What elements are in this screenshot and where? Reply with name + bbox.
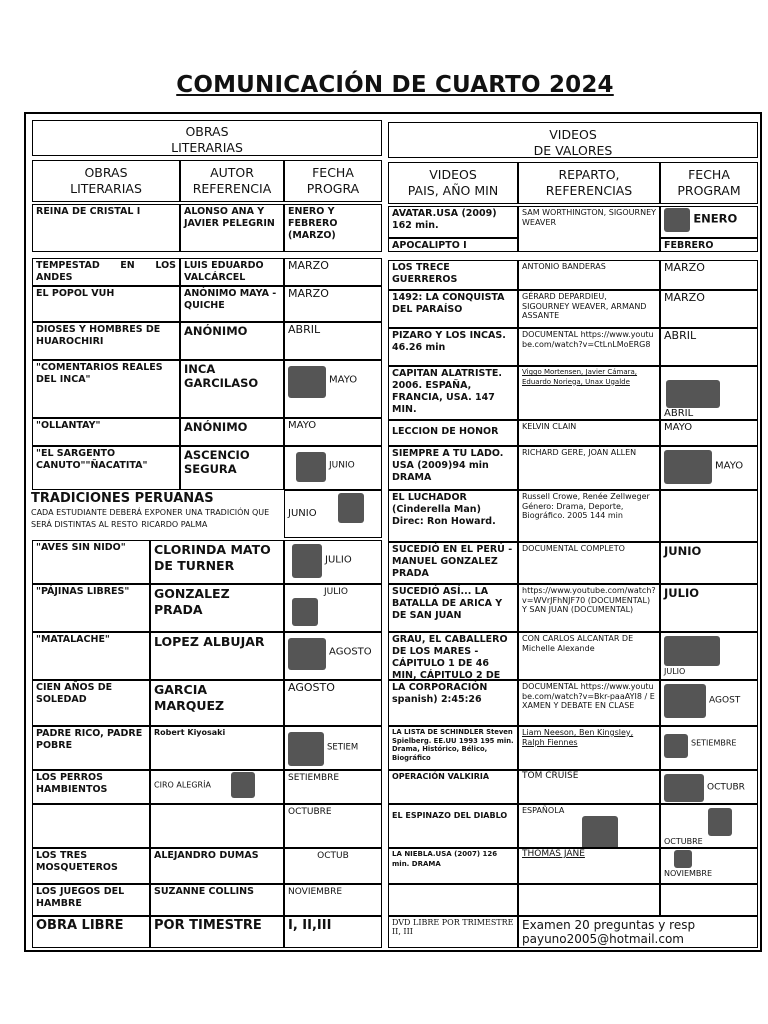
autor-cell: POR TIMESTRE	[150, 916, 284, 948]
author-portrait-icon	[288, 732, 324, 766]
col-header-fecha-program: FECHA PROGRAM	[660, 162, 758, 204]
fecha2-cell	[660, 884, 758, 916]
fecha-cell: ABRIL	[284, 322, 382, 360]
fecha-cell: MARZO	[284, 286, 382, 322]
video-cell: 1492: LA CONQUISTA DEL PARAÍSO	[388, 290, 518, 328]
autor-cell: GONZALEZ PRADA	[150, 584, 284, 632]
autor-cell: ANÓNIMO	[180, 322, 284, 360]
video-cell: SIEMPRE A TU LADO. USA (2009)94 min DRAMA	[388, 446, 518, 490]
movie-poster-icon	[666, 380, 720, 408]
author-portrait-icon	[296, 452, 326, 482]
reparto-cell: ANTONIO BANDERAS	[518, 260, 660, 290]
autor-cell: INCA GARCILASO	[180, 360, 284, 418]
reparto-cell: KELVIN CLAIN	[518, 420, 660, 446]
fecha-cell: SETIEMBRE	[284, 770, 382, 804]
fecha2-cell: MAYO	[660, 446, 758, 490]
video-cell: SUCEDIÓ ASÍ... LA BATALLA DE ARICA Y DE SAN JUAN	[388, 584, 518, 632]
video-cell: EL ESPINAZO DEL DIABLO	[388, 804, 518, 848]
fecha2-cell: AGOST	[660, 680, 758, 726]
video-cell: GRAU, EL CABALLERO DE LOS MARES - CÁPITULO 1 DE 46 MIN, CÁPITULO 2 DE	[388, 632, 518, 680]
obra-cell: TEMPESTAD EN LOS ANDES	[32, 258, 180, 286]
fecha-cell: JULIO	[284, 540, 382, 584]
reparto-cell: Examen 20 preguntas y resp payuno2005@hotmail.com	[518, 916, 758, 948]
fecha-cell: OCTUB	[284, 848, 382, 884]
video-cell: PIZARO Y LOS INCAS. 46.26 min	[388, 328, 518, 366]
video-cell: LA LISTA DE SCHINDLER Steven Spielberg. EE.UU 1993 195 min. Drama, Histórico, Bélico, Biográfico	[388, 726, 518, 770]
video-cell: AVATAR.USA (2009) 162 min.	[388, 206, 518, 238]
autor-cell: ALEJANDRO DUMAS	[150, 848, 284, 884]
author-portrait-icon	[288, 366, 326, 398]
fecha2-cell: ENERO	[660, 206, 758, 238]
autor-cell	[150, 804, 284, 848]
reparto-cell: SAM WORTHINGTON, SIGOURNEY WEAVER	[518, 206, 660, 252]
autor-cell: CLORINDA MATO DE TURNER	[150, 540, 284, 584]
fecha2-cell: JUNIO	[660, 542, 758, 584]
fecha2-cell: MAYO	[660, 420, 758, 446]
obra-cell: "EL SARGENTO CANUTO""ÑACATITA"	[32, 446, 180, 490]
reparto-cell: DOCUMENTAL https://www.youtube.com/watch?v=CtLnLMoERG8	[518, 328, 660, 366]
video-cell: LA NIEBLA.USA (2007) 126 min. DRAMA	[388, 848, 518, 884]
movie-poster-icon	[664, 450, 712, 484]
fecha2-cell-2: FEBRERO	[660, 238, 758, 252]
video-cell: CAPITAN ALATRISTE. 2006. ESPAÑA, FRANCIA, USA. 147 MIN.	[388, 366, 518, 420]
fecha-cell: ENERO Y FEBRERO (MARZO)	[284, 204, 382, 252]
reparto-cell	[518, 884, 660, 916]
fecha-cell: AGOSTO	[284, 680, 382, 726]
obra-cell: LOS JUEGOS DEL HAMBRE	[32, 884, 150, 916]
obra-cell: DIOSES Y HOMBRES DE HUAROCHIRI	[32, 322, 180, 360]
reparto-cell: Russell Crowe, Renée Zellweger Género: Drama, Deporte, Biográfico. 2005 144 min	[518, 490, 660, 542]
autor-cell: ANÓNIMO	[180, 418, 284, 446]
obra-cell: LOS TRES MOSQUETEROS	[32, 848, 150, 884]
obra-cell: "AVES SIN NIDO"	[32, 540, 150, 584]
obra-cell: PADRE RICO, PADRE POBRE	[32, 726, 150, 770]
obra-cell: OBRA LIBRE	[32, 916, 150, 948]
obra-cell: "COMENTARIOS REALES DEL INCA"	[32, 360, 180, 418]
reparto-cell: RICHARD GERE, JOAN ALLEN	[518, 446, 660, 490]
video-cell: EL LUCHADOR (Cinderella Man) Direc: Ron Howard.	[388, 490, 518, 542]
fecha2-cell: SETIEMBRE	[660, 726, 758, 770]
fecha2-cell	[660, 490, 758, 542]
author-portrait-icon	[338, 493, 364, 523]
obra-cell: "PÁJINAS LIBRES"	[32, 584, 150, 632]
col-header-fecha: FECHA PROGRA	[284, 160, 382, 202]
author-portrait-icon	[231, 772, 255, 798]
fecha-cell: MAYO	[284, 360, 382, 418]
video-cell: LA CORPORACIÓN spanish) 2:45:26	[388, 680, 518, 726]
movie-poster-icon	[708, 808, 732, 836]
movie-poster-icon	[664, 734, 688, 758]
reparto-cell: CON CARLOS ALCANTAR DE Michelle Alexande	[518, 632, 660, 680]
obra-cell: CIEN AÑOS DE SOLEDAD	[32, 680, 150, 726]
section-header-obras: OBRAS LITERARIAS	[32, 120, 382, 156]
autor-cell: ALONSO ANA Y JAVIER PELEGRIN	[180, 204, 284, 252]
movie-poster-icon	[664, 684, 706, 718]
video-cell: LECCION DE HONOR	[388, 420, 518, 446]
fecha-cell: OCTUBRE	[284, 804, 382, 848]
obra-cell: LOS PERROS HAMBIENTOS	[32, 770, 150, 804]
fecha-cell: I, II,III	[284, 916, 382, 948]
obra-cell: EL POPOL VUH	[32, 286, 180, 322]
movie-poster-icon	[664, 636, 720, 666]
document-title: COMUNICACIÓN DE CUARTO 2024	[176, 72, 614, 98]
fecha-cell: NOVIEMBRE	[284, 884, 382, 916]
video-cell: SUCEDIÓ EN EL PERÚ - MANUEL GONZALEZ PRADA	[388, 542, 518, 584]
col-header-autor: AUTOR REFERENCIA	[180, 160, 284, 202]
reparto-cell: THOMAS JANE	[518, 848, 660, 884]
autor-cell: LOPEZ ALBUJAR	[150, 632, 284, 680]
reparto-cell: Liam Neeson, Ben Kingsley, Ralph Fiennes	[518, 726, 660, 770]
reparto-cell: DOCUMENTAL https://www.youtube.com/watch?v=Bkr-paaAYI8 / EXAMEN Y DEBATE EN CLASE	[518, 680, 660, 726]
fecha2-cell: MARZO	[660, 290, 758, 328]
col-header-videos: VIDEOS PAIS, AÑO MIN	[388, 162, 518, 204]
video-cell: LOS TRECE GUERREROS	[388, 260, 518, 290]
col-header-obras: OBRAS LITERARIAS	[32, 160, 180, 202]
fecha2-cell: JULIO	[660, 584, 758, 632]
movie-poster-icon	[582, 816, 618, 849]
reparto-cell: https://www.youtube.com/watch?v=WVrJFhNJF70 (DOCUMENTAL) Y SAN JUAN (DOCUMENTAL)	[518, 584, 660, 632]
fecha2-cell: OCTUBRE	[660, 804, 758, 848]
fecha2-cell: JULIO	[660, 632, 758, 680]
autor-cell: GARCIA MARQUEZ	[150, 680, 284, 726]
author-portrait-icon	[292, 544, 322, 578]
autor-cell: Robert Kiyosaki	[150, 726, 284, 770]
fecha-cell: JULIO	[284, 584, 382, 632]
obra-cell: "MATALACHE"	[32, 632, 150, 680]
obra-cell	[32, 804, 150, 848]
fecha2-cell: OCTUBR	[660, 770, 758, 804]
author-portrait-icon	[288, 638, 326, 670]
reparto-cell: ESPAÑOLA	[518, 804, 660, 848]
autor-cell: ANÓNIMO MAYA - QUICHE	[180, 286, 284, 322]
reparto-cell: DOCUMENTAL COMPLETO	[518, 542, 660, 584]
autor-cell: CIRO ALEGRÍA	[150, 770, 284, 804]
col-header-reparto: REPARTO, REFERENCIAS	[518, 162, 660, 204]
autor-cell: LUIS EDUARDO VALCÁRCEL	[180, 258, 284, 286]
video-cell: DVD LIBRE POR TRIMESTRE II, III	[388, 916, 518, 948]
autor-cell: ASCENCIO SEGURA	[180, 446, 284, 490]
reparto-cell: TOM CRUISE	[518, 770, 660, 804]
fecha-cell: JUNIO	[284, 490, 382, 538]
fecha2-cell: NOVIEMBRE	[660, 848, 758, 884]
section-header-videos: VIDEOS DE VALORES	[388, 122, 758, 158]
autor-cell: SUZANNE COLLINS	[150, 884, 284, 916]
obra-cell: TRADICIONES PERUANAS CADA ESTUDIANTE DEBERÁ EXPONER UNA TRADICIÓN QUE SERÁ DISTINTAS AL RESTO RICARDO PALMA	[31, 491, 270, 529]
fecha-cell: AGOSTO	[284, 632, 382, 680]
video-cell: OPERACIÓN VALKIRIA	[388, 770, 518, 804]
fecha-cell: MAYO	[284, 418, 382, 446]
reparto-cell: Viggo Mortensen, Javier Cámara, Eduardo Noriega, Unax Ugalde	[518, 366, 660, 420]
obra-cell: "OLLANTAY"	[32, 418, 180, 446]
author-portrait-icon	[292, 598, 318, 626]
fecha-cell: JUNIO	[284, 446, 382, 490]
fecha2-cell: ABRIL	[660, 366, 758, 420]
video-cell-2: APOCALIPTO I	[388, 238, 518, 252]
movie-poster-icon	[664, 208, 690, 232]
fecha-cell: MARZO	[284, 258, 382, 286]
movie-poster-icon	[674, 850, 692, 868]
fecha2-cell: MARZO	[660, 260, 758, 290]
fecha2-cell: ABRIL	[660, 328, 758, 366]
reparto-cell: GÉRARD DEPARDIEU, SIGOURNEY WEAVER, ARMAND ASSANTE	[518, 290, 660, 328]
fecha-cell: SETIEM	[284, 726, 382, 770]
obra-cell: REINA DE CRISTAL I	[32, 204, 180, 252]
video-cell	[388, 884, 518, 916]
movie-poster-icon	[664, 774, 704, 802]
